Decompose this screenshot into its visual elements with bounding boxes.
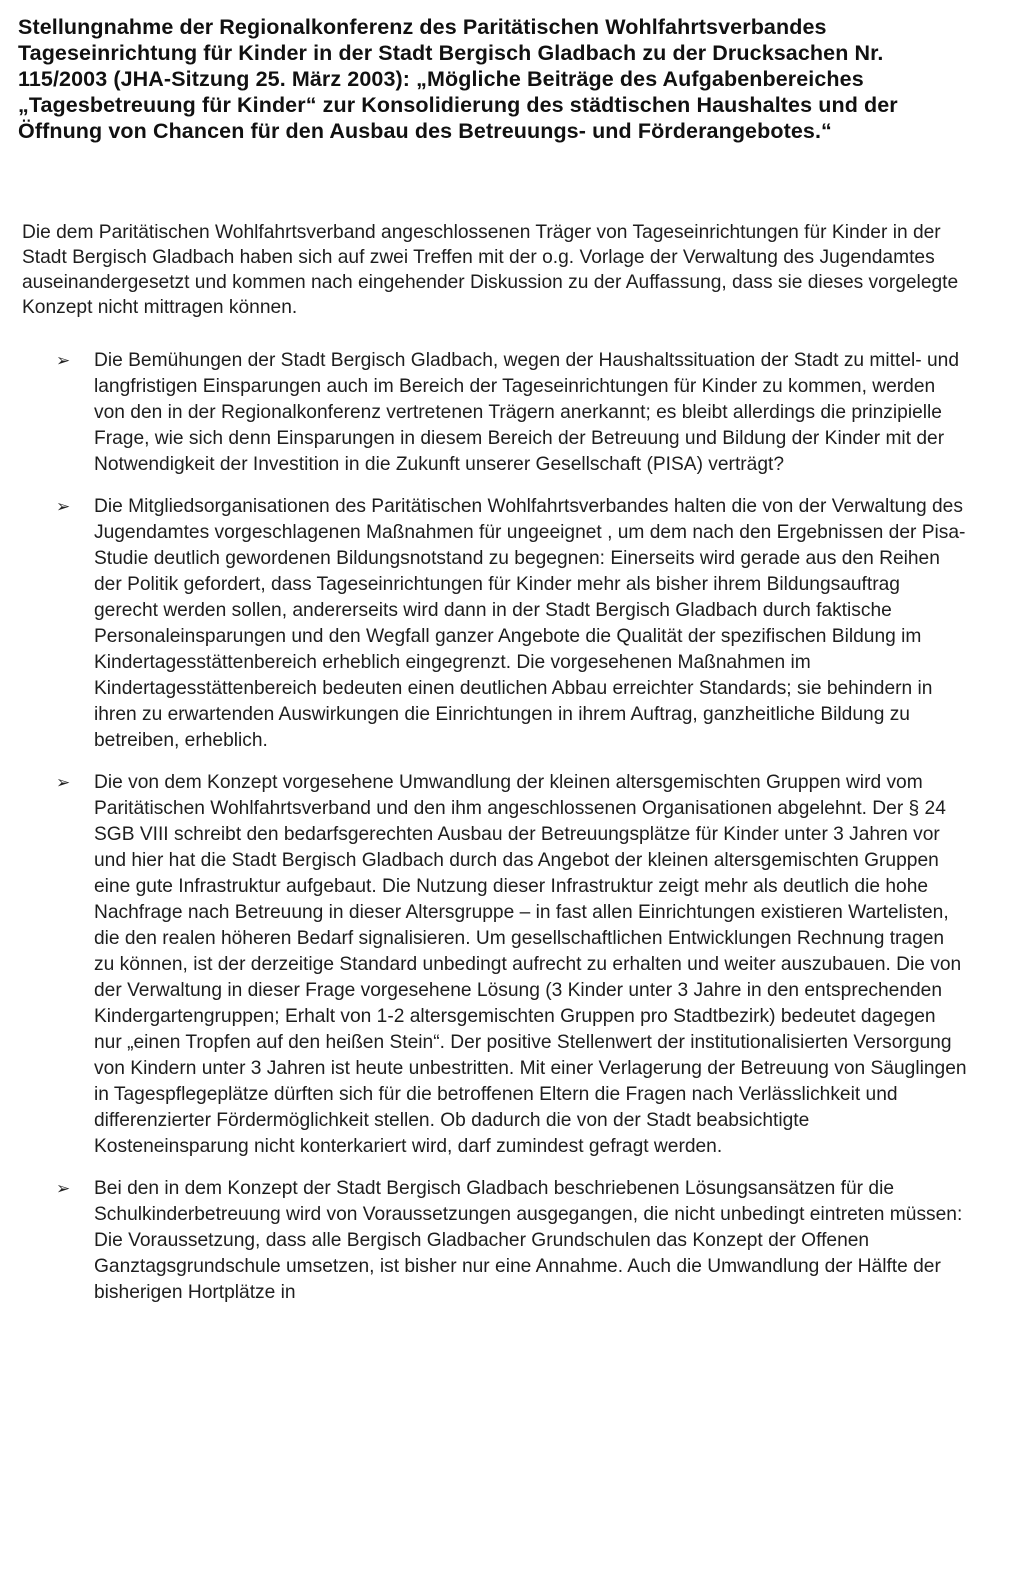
bullet-text: Die von dem Konzept vorgesehene Umwandlung der kleinen altersgemischten Gruppen wird vom Paritätischen Wohlfahrtsverband und den ihm angeschlossenen Organisationen abgelehnt. Der § 24 SGB VIII schreibt den bedarfsgerechten Ausbau der Betreuungsplätze für Kinder unter 3 Jahren vor und hier hat die Stadt Bergisch Gladbach durch das Angebot der kleinen altersgemischten Gruppen eine gute Infrastruktur aufgebaut. Die Nutzung dieser Infrastruktur zeigt mehr als deutlich die hohe Nachfrage nach Betreuung in dieser Altersgruppe – in fast allen Einrichtungen existieren Wartelisten, die den realen höheren Bedarf signalisieren. Um gesellschaftlichen Entwicklungen Rechnung tragen zu können, ist der derzeitige Standard unbedingt aufrecht zu erhalten und weiter auszubauen. Die von der Verwaltung in dieser Frage vorgesehene Lösung (3 Kinder unter 3 Jahre in den entsprechenden Kindergartengruppen; Erhalt von 1-2 altersgemischten Gruppen pro Stadtbezirk) bedeutet dagegen nur „einen Tropfen auf den heißen Stein“. Der positive Stellenwert der institutionalisierten Versorgung von Kindern unter 3 Jahren ist heute unbestritten. Mit einer Verlagerung der Betreuung von Säuglingen in Tagespflegeplätze dürften sich für die betroffenen Eltern die Fragen nach Verlässlichkeit und differenzierter Fördermöglichkeit stellen. Ob dadurch die von der Stadt beabsichtigte Kosteneinsparung nicht konterkariert wird, darf zumindest gefragt werden. [94, 772, 967, 1157]
bullet-list [18, 348, 968, 1306]
bullet-text: Bei den in dem Konzept der Stadt Bergisch Gladbach beschriebenen Lösungsansätzen für die Schulkinderbetreuung wird von Voraussetzungen ausgegangen, die nicht unbedingt eintreten müssen: Die Voraussetzung, dass alle Bergisch Gladbacher Grundschulen das Konzept der Offenen Ganztagsgrundschule umsetzen, ist bisher nur eine Annahme. Auch die Umwandlung der Hälfte der bisherigen Hortplätze in [94, 1178, 963, 1303]
list-item [18, 770, 968, 1160]
arrowhead-bullet-icon: ➢ [56, 1179, 71, 1198]
arrowhead-bullet-icon: ➢ [56, 773, 71, 792]
list-item [18, 348, 968, 478]
bullet-text: Die Bemühungen der Stadt Bergisch Gladbach, wegen der Haushaltssituation der Stadt zu mittel- und langfristigen Einsparungen auch im Bereich der Tageseinrichtungen für Kinder zu kommen, werden von den in der Regionalkonferenz vertretenen Trägern anerkannt; es bleibt allerdings die prinzipielle Frage, wie sich denn Einsparungen in diesem Bereich der Betreuung und Bildung der Kinder mit der Notwendigkeit der Investition in die Zukunft unserer Gesellschaft (PISA) verträgt? [94, 350, 960, 475]
list-item [18, 1176, 968, 1306]
bullet-text: Die Mitgliedsorganisationen des Paritätischen Wohlfahrtsverbandes halten die von der Verwaltung des Jugendamtes vorgeschlagenen Maßnahmen für ungeeignet , um dem nach den Ergebnissen der Pisa-Studie deutlich gewordenen Bildungsnotstand zu begegnen: Einerseits wird gerade aus den Reihen der Politik gefordert, dass Tageseinrichtungen für Kinder mehr als bisher ihrem Bildungsauftrag gerecht werden sollen, andererseits wird dann in der Stadt Bergisch Gladbach durch faktische Personaleinsparungen und den Wegfall ganzer Angebote die Qualität der spezifischen Bildung im Kindertagesstättenbereich erheblich eingegrenzt. Die vorgesehenen Maßnahmen im Kindertagesstättenbereich bedeuten einen deutlichen Abbau erreichter Standards; sie behindern in ihren zu erwartenden Auswirkungen die Einrichtungen in ihrem Auftrag, ganzheitliche Bildung zu betreiben, erheblich. [94, 496, 966, 751]
document-title: Stellungnahme der Regionalkonferenz des Paritätischen Wohlfahrtsverbandes Tageseinrichtung für Kinder in der Stadt Bergisch Gladbach zu der Drucksachen Nr. 115/2003 (JHA-Sitzung 25. März 2003): „Mögliche Beiträge des Aufgabenbereiches „Tagesbetreuung für Kinder“ zur Konsolidierung des städtischen Haushaltes und der Öffnung von Chancen für den Ausbau des Betreuungs- und Förderangebotes.“ [18, 15, 898, 143]
document-page [18, 14, 968, 1322]
arrowhead-bullet-icon: ➢ [56, 497, 71, 516]
list-item [18, 494, 968, 754]
intro-paragraph: Die dem Paritätischen Wohlfahrtsverband angeschlossenen Träger von Tageseinrichtungen für Kinder in der Stadt Bergisch Gladbach haben sich auf zwei Treffen mit der o.g. Vorlage der Verwaltung des Jugendamtes auseinandergesetzt und kommen nach eingehender Diskussion zu der Auffassung, dass sie dieses vorgelegte Konzept nicht mittragen können. [22, 222, 959, 318]
arrowhead-bullet-icon: ➢ [56, 351, 71, 370]
